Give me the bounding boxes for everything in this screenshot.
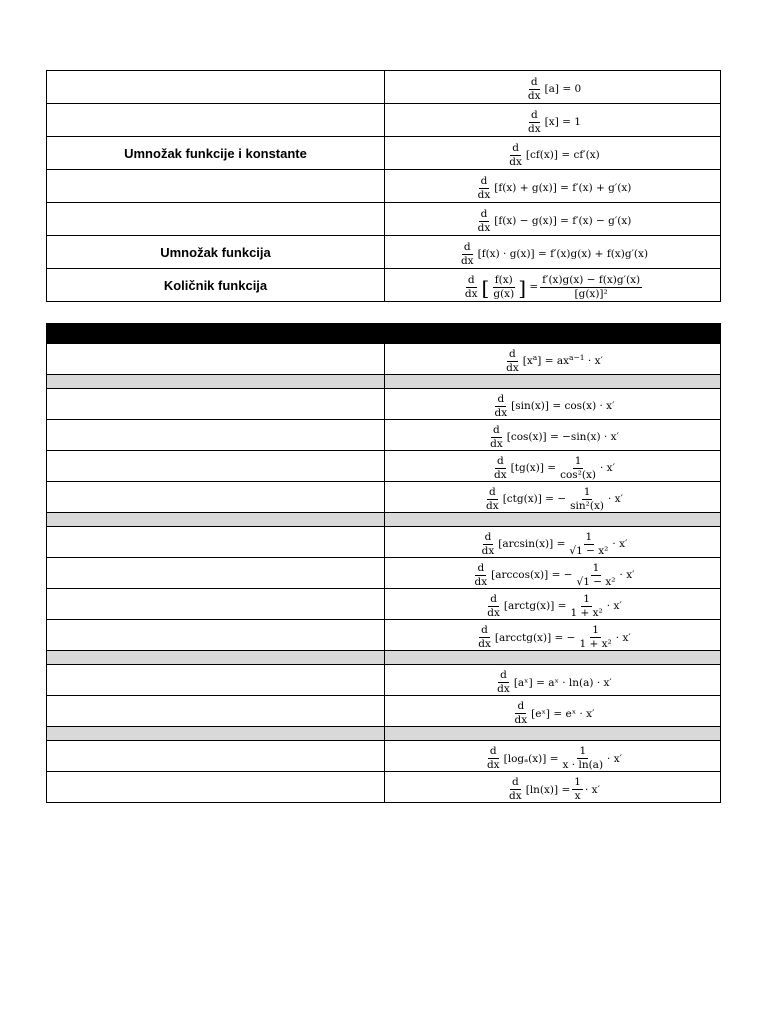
quot-num: f(x)	[493, 275, 515, 288]
fraction-den: 1 + x²	[579, 638, 612, 651]
formula-lhs: [ln(x)]	[525, 783, 559, 796]
formula-lhs: [arccos(x)]	[491, 569, 549, 582]
rule-row	[47, 558, 721, 589]
rule-row	[47, 451, 721, 482]
one-num: 1	[577, 746, 588, 759]
rule-row	[47, 696, 721, 727]
rule-row	[47, 137, 721, 170]
dx-den: dx	[477, 222, 491, 234]
fraction-den: √1 − x²	[576, 576, 616, 589]
d-num: d	[491, 425, 502, 438]
rule-row	[47, 527, 721, 558]
formula-rhs: = cos(x) · x′	[552, 400, 615, 413]
x-prime: · x′	[615, 631, 631, 644]
dx-den: dx	[464, 288, 478, 300]
equals-sign: =	[545, 493, 554, 506]
rule-row	[47, 344, 721, 375]
rule-formula	[385, 236, 721, 269]
rule-formula	[385, 104, 721, 137]
formula-lhs: [cf(x)]	[525, 149, 558, 162]
equals-sign: =	[557, 600, 567, 613]
rule-formula	[385, 203, 721, 236]
formula-lhs: [logₐ(x)]	[503, 752, 547, 765]
x-prime: · x′	[607, 493, 623, 506]
x-prime: · x′	[612, 538, 628, 551]
rule-name	[47, 344, 385, 375]
formula-lhs-end: ]	[537, 355, 542, 368]
rule-name	[47, 620, 385, 651]
rule-name: Umnožak funkcija	[47, 236, 385, 269]
rule-row	[47, 420, 721, 451]
rule-formula	[385, 137, 721, 170]
section-divider	[47, 727, 721, 741]
d-num: d	[510, 143, 521, 156]
rule-name	[47, 389, 385, 420]
table-header-bar	[47, 324, 721, 344]
exponent: a	[532, 352, 538, 362]
rule-formula	[385, 389, 721, 420]
d-num: d	[510, 777, 521, 790]
formula-lhs: [aˣ]	[513, 676, 533, 689]
rule-name	[47, 482, 385, 513]
rule-formula	[385, 170, 721, 203]
rule-row	[47, 589, 721, 620]
equals-sign: =	[551, 569, 561, 582]
one-num: 1	[591, 563, 602, 576]
rule-name	[47, 696, 385, 727]
rule-name: Umnožak funkcije i konstante	[47, 137, 385, 170]
dx-den: dx	[528, 123, 541, 135]
formula-lhs: [cos(x)]	[506, 431, 547, 444]
d-num: d	[483, 532, 494, 545]
d-num: d	[488, 746, 499, 759]
formula-rhs: = cf′(x)	[561, 149, 600, 162]
rule-row	[47, 269, 721, 302]
formula-rhs: = ax	[544, 355, 570, 368]
minus-sign: −	[557, 493, 567, 506]
equals-sign: =	[549, 752, 559, 765]
rule-name	[47, 170, 385, 203]
rule-row	[47, 482, 721, 513]
rule-row	[47, 772, 721, 803]
d-num: d	[479, 176, 490, 189]
rule-formula	[385, 772, 721, 803]
formula-lhs: [x	[522, 355, 533, 368]
formula-lhs: [sin(x)]	[511, 400, 549, 413]
rule-formula	[385, 482, 721, 513]
d-num: d	[462, 242, 473, 255]
formula-lhs: [tg(x)]	[510, 462, 544, 475]
fraction-den: √1 − x²	[569, 545, 609, 558]
dx-den: dx	[490, 438, 503, 451]
derivatives-table	[46, 323, 721, 803]
formula-lhs: [eˣ]	[531, 707, 551, 720]
bracket-close: ]	[518, 275, 527, 300]
x-prime: · x′	[606, 600, 622, 613]
equals-sign: =	[529, 281, 539, 294]
dx-den: dx	[486, 759, 500, 772]
rule-name	[47, 527, 385, 558]
rule-row	[47, 665, 721, 696]
rule-name	[47, 665, 385, 696]
rule-name	[47, 772, 385, 803]
rule-row	[47, 389, 721, 420]
dx-den: dx	[486, 500, 499, 513]
minus-sign: −	[566, 631, 576, 644]
one-num: 1	[582, 487, 593, 500]
rule-formula	[385, 344, 721, 375]
dx-den: dx	[474, 576, 488, 589]
x-prime: · x′	[584, 783, 600, 796]
dx-den: dx	[497, 683, 510, 696]
dx-den: dx	[481, 545, 495, 558]
formula-lhs: [arcsin(x)]	[498, 538, 554, 551]
rule-row	[47, 236, 721, 269]
rule-formula	[385, 71, 721, 104]
formula-rhs: = f′(x) + g′(x)	[560, 182, 632, 195]
one-num: 1	[572, 777, 583, 790]
rhs-den: [g(x)]²	[574, 288, 608, 300]
section-divider	[47, 375, 721, 389]
dx-den: dx	[514, 714, 528, 727]
one-num: 1	[584, 532, 595, 545]
equals-sign: =	[561, 783, 571, 796]
d-num: d	[479, 625, 490, 638]
formula-lhs: [ctg(x)]	[502, 493, 542, 506]
d-num: d	[529, 77, 540, 90]
rule-name	[47, 71, 385, 104]
formula-rhs: = f′(x) − g′(x)	[560, 215, 632, 228]
rules-table	[46, 70, 721, 302]
d-num: d	[498, 670, 509, 683]
rule-row	[47, 104, 721, 137]
dx-den: dx	[506, 362, 519, 375]
rule-name	[47, 558, 385, 589]
fraction-den: sin²(x)	[570, 500, 604, 513]
formula-rhs: = −sin(x) · x′	[550, 431, 619, 444]
section-divider	[47, 651, 721, 665]
one-num: 1	[573, 456, 584, 469]
formula-rhs: = aˣ · ln(a) · x′	[536, 676, 612, 689]
d-num: d	[495, 394, 506, 407]
equals-sign: =	[547, 462, 557, 475]
x-prime: · x′	[600, 462, 615, 475]
d-num: d	[495, 456, 506, 469]
dx-den: dx	[527, 90, 541, 102]
rhs-num: f′(x)g(x) − f(x)g′(x)	[540, 275, 642, 288]
rule-formula	[385, 741, 721, 772]
one-num: 1	[590, 625, 601, 638]
d-num: d	[479, 209, 490, 222]
formula-lhs: [a]	[544, 83, 559, 96]
rule-name	[47, 104, 385, 137]
exponent: a−1	[569, 352, 585, 362]
minus-sign: −	[563, 569, 573, 582]
rule-row	[47, 741, 721, 772]
formula-lhs: [arcctg(x)]	[494, 631, 552, 644]
fraction-den: 1 + x²	[570, 607, 603, 620]
d-num: d	[529, 110, 540, 123]
dx-den: dx	[494, 407, 508, 420]
fraction-den: x · ln(a)	[562, 759, 604, 772]
section-divider	[47, 513, 721, 527]
equals-sign: =	[554, 631, 564, 644]
rule-name	[47, 451, 385, 482]
rule-formula	[385, 665, 721, 696]
dx-den: dx	[494, 469, 507, 482]
rule-name	[47, 203, 385, 236]
dx-den: dx	[460, 255, 474, 267]
rule-formula	[385, 589, 721, 620]
equals-sign: =	[556, 538, 566, 551]
rule-formula	[385, 558, 721, 589]
d-num: d	[487, 487, 498, 500]
rule-formula	[385, 451, 721, 482]
fraction-den: cos²(x)	[560, 469, 596, 482]
rule-name	[47, 420, 385, 451]
d-num: d	[515, 701, 526, 714]
rule-formula	[385, 420, 721, 451]
x-prime: · x′	[587, 355, 603, 368]
x-prime: · x′	[619, 569, 635, 582]
rule-formula	[385, 620, 721, 651]
rule-row	[47, 620, 721, 651]
d-num: d	[475, 563, 486, 576]
dx-den: dx	[487, 607, 500, 620]
formula-lhs: [f(x) · g(x)]	[477, 248, 535, 261]
bracket-open: [	[481, 275, 490, 300]
dx-den: dx	[509, 790, 522, 803]
d-num: d	[488, 594, 499, 607]
rule-name	[47, 741, 385, 772]
rule-row	[47, 203, 721, 236]
formula-lhs: [arctg(x)]	[503, 600, 555, 613]
fraction-den: x	[574, 790, 581, 803]
formula-lhs: [x]	[544, 116, 559, 129]
rule-name	[47, 589, 385, 620]
one-num: 1	[581, 594, 592, 607]
d-num: d	[507, 349, 518, 362]
formula-lhs: [f(x) − g(x)]	[494, 215, 557, 228]
rule-name: Količnik funkcija	[47, 269, 385, 302]
formula-rhs: = 0	[562, 83, 582, 96]
formula-rhs: = f′(x)g(x) + f(x)g′(x)	[537, 248, 649, 261]
formula-rhs: = eˣ · x′	[553, 707, 595, 720]
d-num: d	[466, 275, 477, 288]
rule-row	[47, 170, 721, 203]
x-prime: · x′	[607, 752, 623, 765]
dx-den: dx	[478, 638, 491, 651]
rule-row	[47, 71, 721, 104]
quot-den: g(x)	[493, 288, 515, 300]
rule-formula	[385, 527, 721, 558]
formula-lhs: [f(x) + g(x)]	[494, 182, 557, 195]
formula-rhs: = 1	[562, 116, 581, 129]
dx-den: dx	[509, 156, 522, 168]
rule-formula	[385, 269, 721, 302]
rule-formula	[385, 696, 721, 727]
dx-den: dx	[477, 189, 491, 201]
